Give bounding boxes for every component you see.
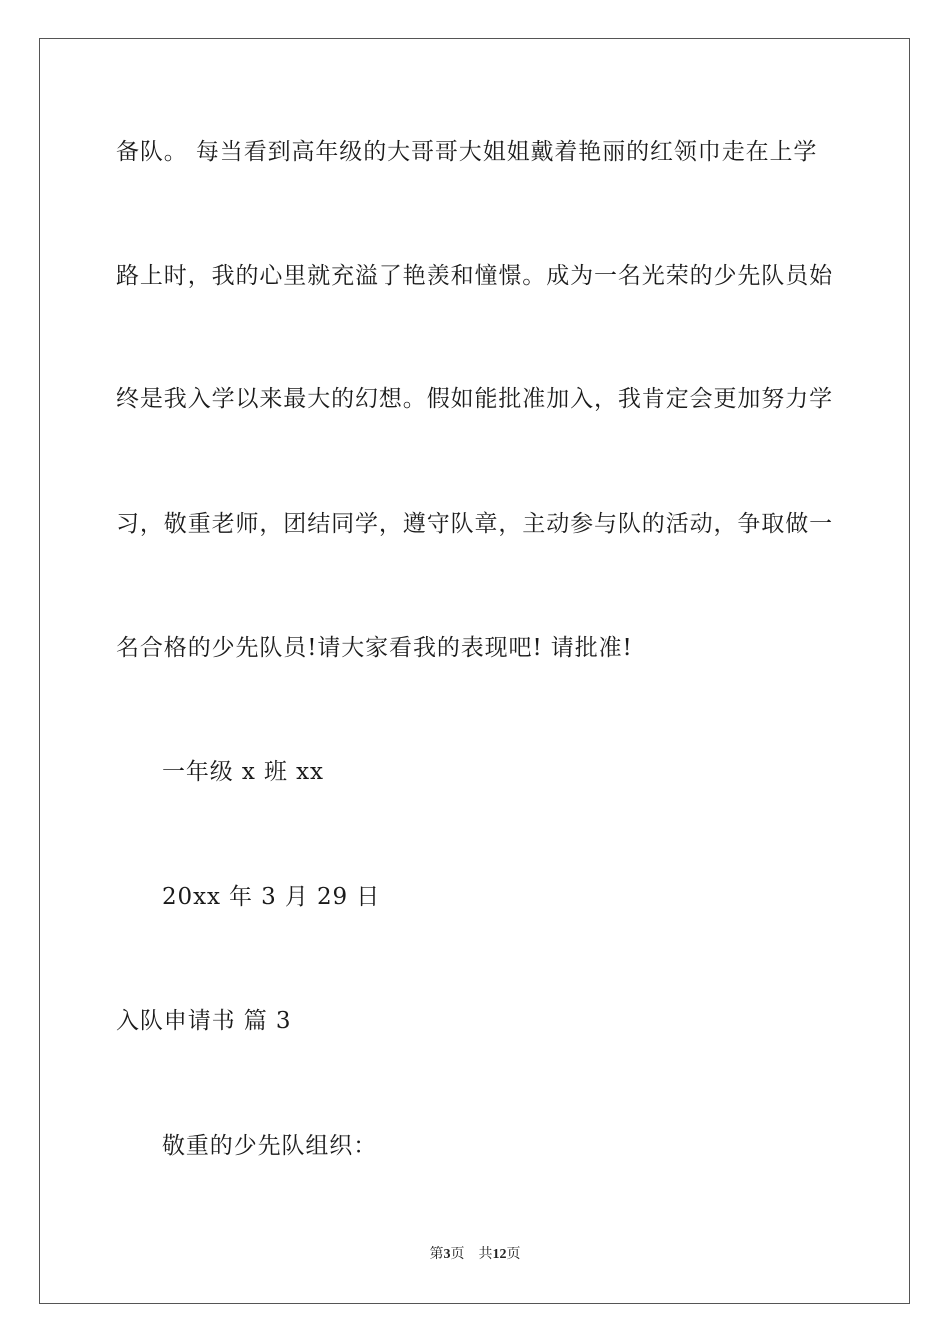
body-line-1: 备队。 每当看到高年级的大哥哥大姐姐戴着艳丽的红领巾走在上学 (116, 139, 818, 165)
body-line-3: 终是我入学以来最大的幻想。假如能批准加入，我肯定会更加努力学 (116, 386, 833, 412)
footer-page-suffix: 页 (450, 1247, 465, 1262)
footer-total-suffix: 页 (506, 1247, 521, 1262)
signature: 一年级 x 班 xx (162, 759, 324, 785)
footer-total-prefix: 共 (478, 1247, 493, 1262)
footer-page-prefix: 第 (429, 1247, 444, 1262)
footer-page-number: 3 (443, 1247, 451, 1262)
section-title: 入队申请书 篇 3 (116, 1008, 292, 1034)
body-line-2: 路上时，我的心里就充溢了艳羡和憧憬。成为一名光荣的少先队员始 (116, 263, 833, 289)
date: 20xx 年 3 月 29 日 (162, 884, 381, 910)
page-footer (0, 1245, 950, 1265)
page-frame (39, 38, 910, 1304)
footer-total-pages: 12 (492, 1247, 507, 1262)
body-line-5: 名合格的少先队员!请大家看我的表现吧! 请批准! (116, 635, 633, 661)
body-line-4: 习，敬重老师，团结同学，遵守队章，主动参与队的活动，争取做一 (116, 511, 833, 537)
salutation: 敬重的少先队组织： (162, 1133, 378, 1159)
